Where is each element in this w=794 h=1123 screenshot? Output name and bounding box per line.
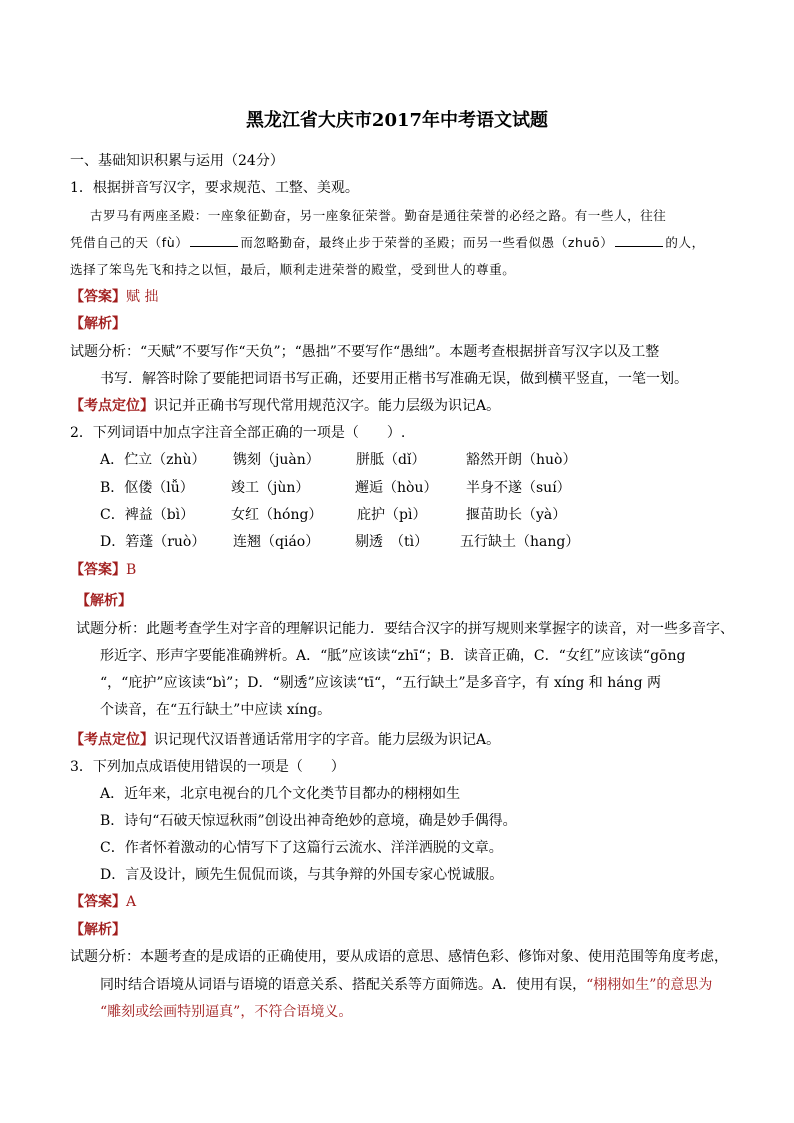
analysis-tag: 【解析】 bbox=[70, 922, 126, 938]
page-title: 黑龙江省大庆市2017年中考语文试题 bbox=[245, 110, 549, 131]
q1-point bbox=[70, 397, 500, 415]
section-heading: 一、基础知识积累与运用（24分） bbox=[70, 153, 284, 169]
answer-tag: 【答案】 bbox=[70, 894, 126, 910]
q1-analysis-tag bbox=[70, 315, 126, 333]
q3-analysis-line-1: 试题分析：本题考查的是成语的正确使用，要从成语的意思、感情色彩、修饰对象、使用范围等角度考虑， bbox=[70, 949, 728, 965]
q3-analysis-line-2 bbox=[100, 976, 712, 994]
q2-option-d-3: 剔透 （tì） bbox=[355, 534, 429, 550]
q2-option-b-3: 邂逅（hòu） bbox=[355, 480, 438, 496]
q2-option-a-2: 镌刻（juàn） bbox=[233, 452, 320, 468]
q2-option-a-1: A．伫立（zhù） bbox=[100, 452, 206, 468]
point-tag: 【考点定位】 bbox=[70, 398, 154, 414]
q2-option-c-2: 女红（hóng） bbox=[231, 507, 323, 523]
q1-passage-part-c: 的人， bbox=[665, 235, 705, 250]
point-text: 识记并正确书写现代常用规范汉字。能力层级为识记A。 bbox=[154, 398, 501, 414]
q2-option-a-3: 胼胝（dǐ） bbox=[356, 452, 426, 468]
q2-option-d-2: 连翘（qiáo） bbox=[233, 534, 320, 550]
q1-answer bbox=[70, 288, 158, 306]
point-text: 识记现代汉语普通话常用字的字音。能力层级为识记A。 bbox=[154, 732, 501, 748]
q2-analysis-tag bbox=[76, 592, 132, 610]
q1-stem: 1．根据拼音写汉字，要求规范、工整、美观。 bbox=[70, 180, 359, 196]
q2-option-b-1: B．伛偻（lǚ） bbox=[100, 480, 194, 496]
q3-analysis-tag bbox=[70, 921, 126, 939]
q2-option-d-4: 五行缺土（hang） bbox=[460, 534, 580, 550]
q1-blank-2 bbox=[615, 234, 663, 247]
q1-passage-line-2 bbox=[70, 234, 705, 252]
q3-option-c: C．作者怀着激动的心情写下了这篇行云流水、洋洋洒脱的文章。 bbox=[100, 840, 503, 856]
q2-option-b-4: 半身不遂（suí） bbox=[466, 480, 571, 496]
answer-tag: 【答案】 bbox=[70, 562, 126, 578]
q2-answer bbox=[70, 561, 136, 579]
q2-stem: 2．下列词语中加点字注音全部正确的一项是（ ）. bbox=[70, 425, 406, 441]
q2-analysis-line-2: 形近字、形声字要能准确辨析。A．“胝”应该读“zhī“；B．读音正确，C．“女红”应该读“gōng bbox=[100, 648, 686, 664]
answer-tag: 【答案】 bbox=[70, 289, 126, 305]
q1-passage-line-1: 古罗马有两座圣殿：一座象征勤奋，另一座象征荣誉。勤奋是通往荣誉的必经之路。有一些人，往往 bbox=[90, 208, 667, 223]
q3-option-a: A．近年来，北京电视台的几个文化类节目都办的栩栩如生 bbox=[100, 786, 461, 802]
q3-option-d: D．言及设计，顾先生侃侃而谈，与其争辩的外国专家心悦诚服。 bbox=[100, 867, 504, 883]
answer-value: B bbox=[126, 562, 137, 578]
q2-option-c-4: 揠苗助长（yà） bbox=[466, 507, 567, 523]
q1-passage-part-a: 凭借自己的天（fù） bbox=[70, 235, 189, 250]
answer-value: A bbox=[126, 894, 137, 910]
q2-analysis-line-4: 个读音，在“五行缺土”中应读 xíng。 bbox=[100, 702, 332, 718]
q2-option-c-1: C．裨益（bì） bbox=[100, 507, 195, 523]
q2-analysis-line-1: 试题分析：此题考查学生对字音的理解识记能力．要结合汉字的拼写规则来掌握字的读音，对一些多音字、 bbox=[76, 621, 734, 637]
q3-option-b: B．诗句“石破天惊逗秋雨”创设出神奇绝妙的意境，确是妙手偶得。 bbox=[100, 813, 517, 829]
q1-blank-1 bbox=[190, 234, 238, 247]
analysis-tag: 【解析】 bbox=[76, 593, 132, 609]
q3-analysis-line-3: “雕刻或绘画特别逼真”，不符合语境义。 bbox=[100, 1004, 353, 1020]
q2-option-c-3: 庇护（pì） bbox=[357, 507, 427, 523]
answer-value: 赋 拙 bbox=[126, 289, 159, 305]
q2-point bbox=[70, 731, 500, 749]
q3-answer bbox=[70, 893, 136, 911]
analysis-tag: 【解析】 bbox=[70, 316, 126, 332]
q1-passage-part-b: 而忽略勤奋，最终止步于荣誉的圣殿；而另一些看似愚（zhuō） bbox=[240, 235, 614, 250]
q1-analysis-line-1: 试题分析：“天赋”不要写作“天负”；“愚拙”不要写作“愚绌”。本题考查根据拼音写汉字以及工整 bbox=[70, 344, 660, 360]
q3-analysis-part-a: 同时结合语境从词语与语境的语意关系、搭配关系等方面筛选。A．使用有误， bbox=[100, 977, 587, 993]
q2-option-d-1: D．箬蓬（ruò） bbox=[100, 534, 206, 550]
q2-option-b-2: 竣工（jùn） bbox=[231, 480, 310, 496]
q1-analysis-line-2: 书写．解答时除了要能把词语书写正确，还要用正楷书写准确无误，做到横平竖直，一笔一划。 bbox=[100, 371, 688, 387]
q2-option-a-4: 豁然开朗（huò） bbox=[466, 452, 577, 468]
q3-analysis-part-b: “栩栩如生”的意思为 bbox=[586, 977, 713, 993]
point-tag: 【考点定位】 bbox=[70, 732, 154, 748]
q2-analysis-line-3: “，“庇护”应该读“bì”；D．“剔透”应该读“tī“，“五行缺土”是多音字，有 xíng 和 háng 两 bbox=[100, 675, 661, 691]
q1-passage-line-3: 选择了笨鸟先飞和持之以恒，最后，顺利走进荣誉的殿堂，受到世人的尊重。 bbox=[70, 262, 516, 277]
q3-stem: 3．下列加点成语使用错误的一项是（ ） bbox=[70, 759, 345, 775]
